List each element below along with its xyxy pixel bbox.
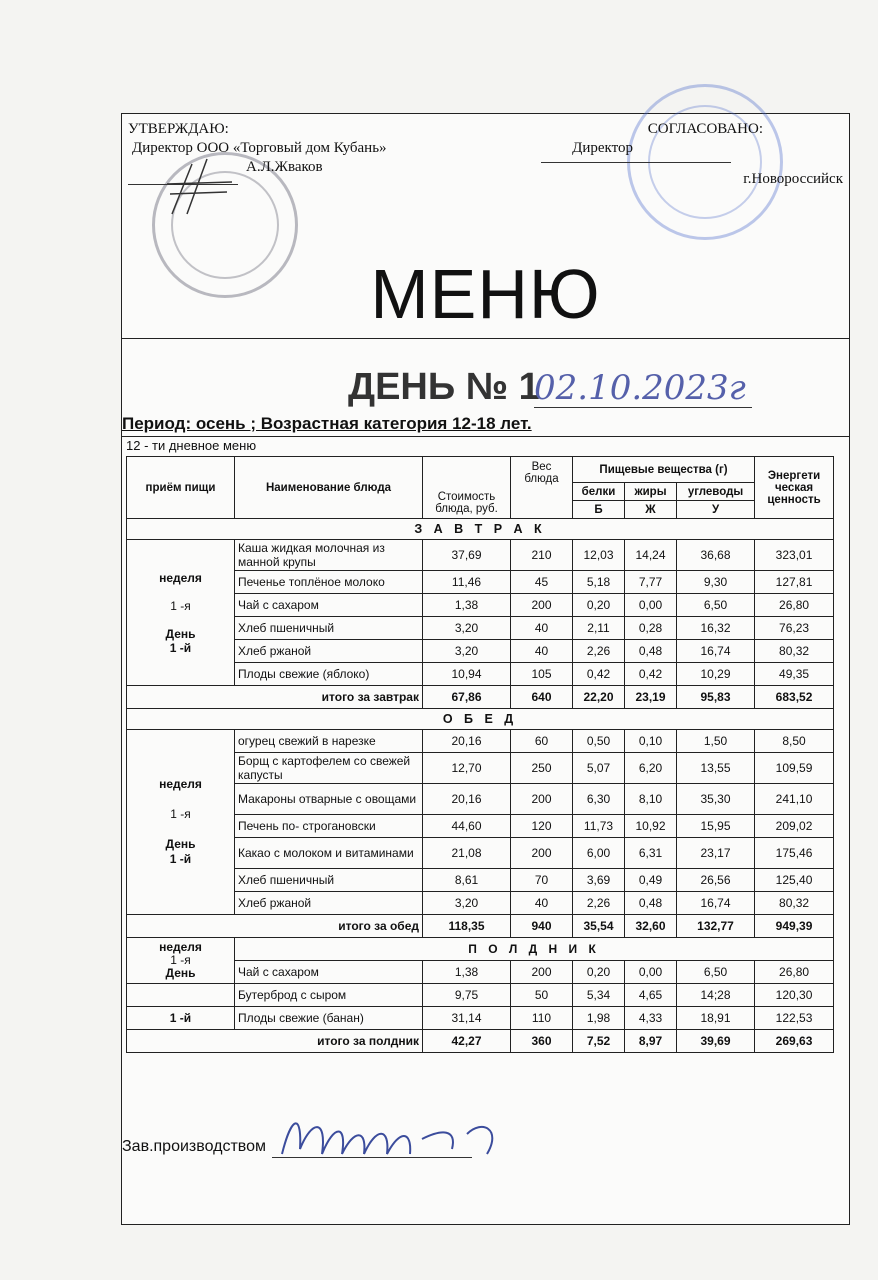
table-row: Хлеб ржаной 3,20 40 2,26 0,48 16,74 80,32: [127, 892, 834, 915]
day-label: неделя 1 -я День 1 -й: [127, 540, 235, 686]
section-breakfast: З А В Т Р А К: [127, 519, 834, 540]
day-heading: ДЕНЬ № 1: [348, 366, 540, 408]
table-row: Бутерброд с сыром 9,75 50 5,34 4,65 14;28 120,30: [127, 984, 834, 1007]
day-label: неделя 1 -я День: [127, 938, 235, 984]
header-protein: белки: [573, 483, 625, 501]
table-row: неделя 1 -я День 1 -й огурец свежий в нарезке 20,16 60 0,50 0,10 1,50 8,50: [127, 730, 834, 753]
approval-block-left: [128, 120, 387, 177]
agreed-city: г.Новороссийск: [743, 171, 843, 187]
table-row: Хлеб пшеничный 8,61 70 3,69 0,49 26,56 125,40: [127, 869, 834, 892]
approve-position: Директор ООО «Торговый дом Кубань»: [132, 140, 387, 156]
table-row: Хлеб пшеничный 3,20 40 2,11 0,28 16,32 76,23: [127, 617, 834, 640]
period-line: Период: осень ; Возрастная категория 12-18 лет.: [122, 414, 532, 433]
total-row: итого за полдник 42,27 360 7,52 8,97 39,69 269,63: [127, 1030, 834, 1053]
signature-line: [128, 184, 238, 185]
header-protein-short: Б: [573, 501, 625, 519]
section-snack: П О Л Д Н И К: [235, 938, 834, 961]
agreed-position: Директор: [572, 140, 633, 156]
header-energy: Энергети ческая ценность: [755, 457, 834, 519]
table-row: Печенье топлёное молоко 11,46 45 5,18 7,77 9,30 127,81: [127, 571, 834, 594]
table-row: 1 -й Плоды свежие (банан) 31,14 110 1,98 4,33 18,91 122,53: [127, 1007, 834, 1030]
section-lunch: О Б Е Д: [127, 709, 834, 730]
signature-line-right: [541, 162, 731, 163]
header-dish: Наименование блюда: [235, 457, 423, 519]
table-row: Чай с сахаром 1,38 200 0,20 0,00 6,50 26,80: [127, 594, 834, 617]
table-row: Плоды свежие (яблоко) 10,94 105 0,42 0,42 10,29 49,35: [127, 663, 834, 686]
agreed-title: СОГЛАСОВАНО:: [647, 121, 763, 137]
approve-name: А.Л.Жваков: [246, 159, 323, 175]
total-row: итого за обед 118,35 940 35,54 32,60 132,77 949,39: [127, 915, 834, 938]
approval-block-right: [572, 120, 843, 189]
table-row: Какао с молоком и витаминами 21,08 200 6,00 6,31 23,17 175,46: [127, 838, 834, 869]
date-underline: [534, 407, 752, 408]
menu-table: [126, 456, 834, 1053]
header-nutrients: Пищевые вещества (г): [573, 457, 755, 483]
table-row: Борщ с картофелем со свежей капусты 12,70 250 5,07 6,20 13,55 109,59: [127, 753, 834, 784]
header-cost: Стоимость блюда, руб.: [423, 457, 511, 519]
header-meal: приём пищи: [127, 457, 235, 519]
handwritten-signature: [272, 1109, 532, 1169]
divider: [122, 436, 849, 437]
total-row: итого за завтрак 67,86 640 22,20 23,19 95,83 683,52: [127, 686, 834, 709]
footer-signature-line: [272, 1157, 472, 1158]
header-carbs: углеводы: [677, 483, 755, 501]
footer-label: Зав.производством: [122, 1138, 266, 1155]
table-row: Макароны отварные с овощами 20,16 200 6,30 8,10 35,30 241,10: [127, 784, 834, 815]
approve-title: УТВЕРЖДАЮ:: [128, 121, 229, 137]
header-fat: жиры: [625, 483, 677, 501]
header-weight: Вес блюда: [511, 457, 573, 519]
header-fat-short: Ж: [625, 501, 677, 519]
table-row: Печень по- строгановски 44,60 120 11,73 10,92 15,95 209,02: [127, 815, 834, 838]
table-row: Хлеб ржаной 3,20 40 2,26 0,48 16,74 80,32: [127, 640, 834, 663]
header-carbs-short: У: [677, 501, 755, 519]
day-label: неделя 1 -я День 1 -й: [127, 730, 235, 915]
menu-sheet: [121, 113, 850, 1225]
day-date: 02.10.2023г: [534, 368, 746, 408]
table-row: неделя 1 -я День 1 -й Каша жидкая молочная из манной крупы 37,69 210 12,03 14,24 36,68 323,01: [127, 540, 834, 571]
page-title: МЕНЮ: [370, 255, 601, 333]
divider: [122, 338, 849, 339]
table-row: [127, 938, 834, 961]
cycle-label: 12 - ти дневное меню: [126, 438, 257, 453]
table-row: Чай с сахаром 1,38 200 0,20 0,00 6,50 26,80: [127, 961, 834, 984]
